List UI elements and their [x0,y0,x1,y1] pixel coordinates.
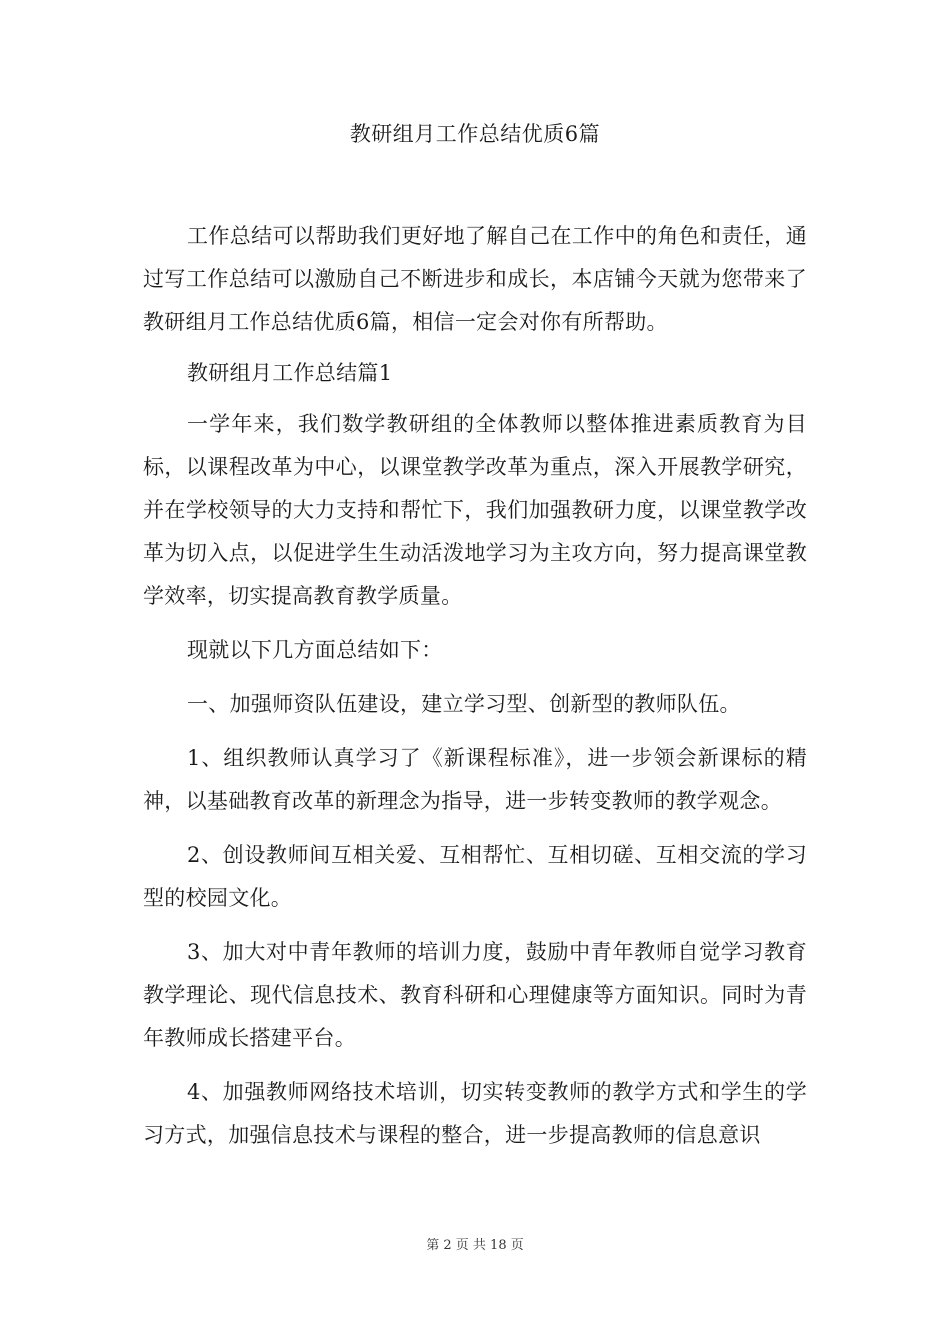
document-title: 教研组月工作总结优质6篇 [349,122,601,146]
body-paragraph: 一、加强师资队伍建设，建立学习型、创新型的教师队伍。 [187,692,741,716]
page-number-footer: 第 2 页 共 18 页 [426,1238,524,1253]
list-item: 1、组织教师认真学习了《新课程标准》，进一步领会新课标的精神，以基础教育改革的新理念为指导，进一步转变教师的教学观念。 [143,746,807,813]
list-item: 3、加大对中青年教师的培训力度，鼓励中青年教师自觉学习教育教学理论、现代信息技术、教育科研和心理健康等方面知识。同时为青年教师成长搭建平台。 [143,940,807,1050]
document-body [143,215,807,1157]
list-item: 4、加强教师网络技术培训，切实转变教师的教学方式和学生的学习方式，加强信息技术与课程的整合，进一步提高教师的信息意识 [143,1080,807,1147]
section-heading: 教研组月工作总结篇1 [187,361,393,385]
body-paragraph: 一学年来，我们数学教研组的全体教师以整体推进素质教育为目标，以课程改革为中心，以课堂教学改革为重点，深入开展教学研究，并在学校领导的大力支持和帮忙下，我们加强教研力度，以课堂教学改革为切入点，以促进学生生动活泼地学习为主攻方向，努力提高课堂教学效率，切实提高教育教学质量。 [143,412,807,608]
intro-paragraph: 工作总结可以帮助我们更好地了解自己在工作中的角色和责任，通过写工作总结可以激励自己不断进步和成长，本店铺今天就为您带来了教研组月工作总结优质6篇，相信一定会对你有所帮助。 [143,224,807,334]
list-item: 2、创设教师间互相关爱、互相帮忙、互相切磋、互相交流的学习型的校园文化。 [143,843,807,910]
body-paragraph: 现就以下几方面总结如下： [187,638,443,662]
